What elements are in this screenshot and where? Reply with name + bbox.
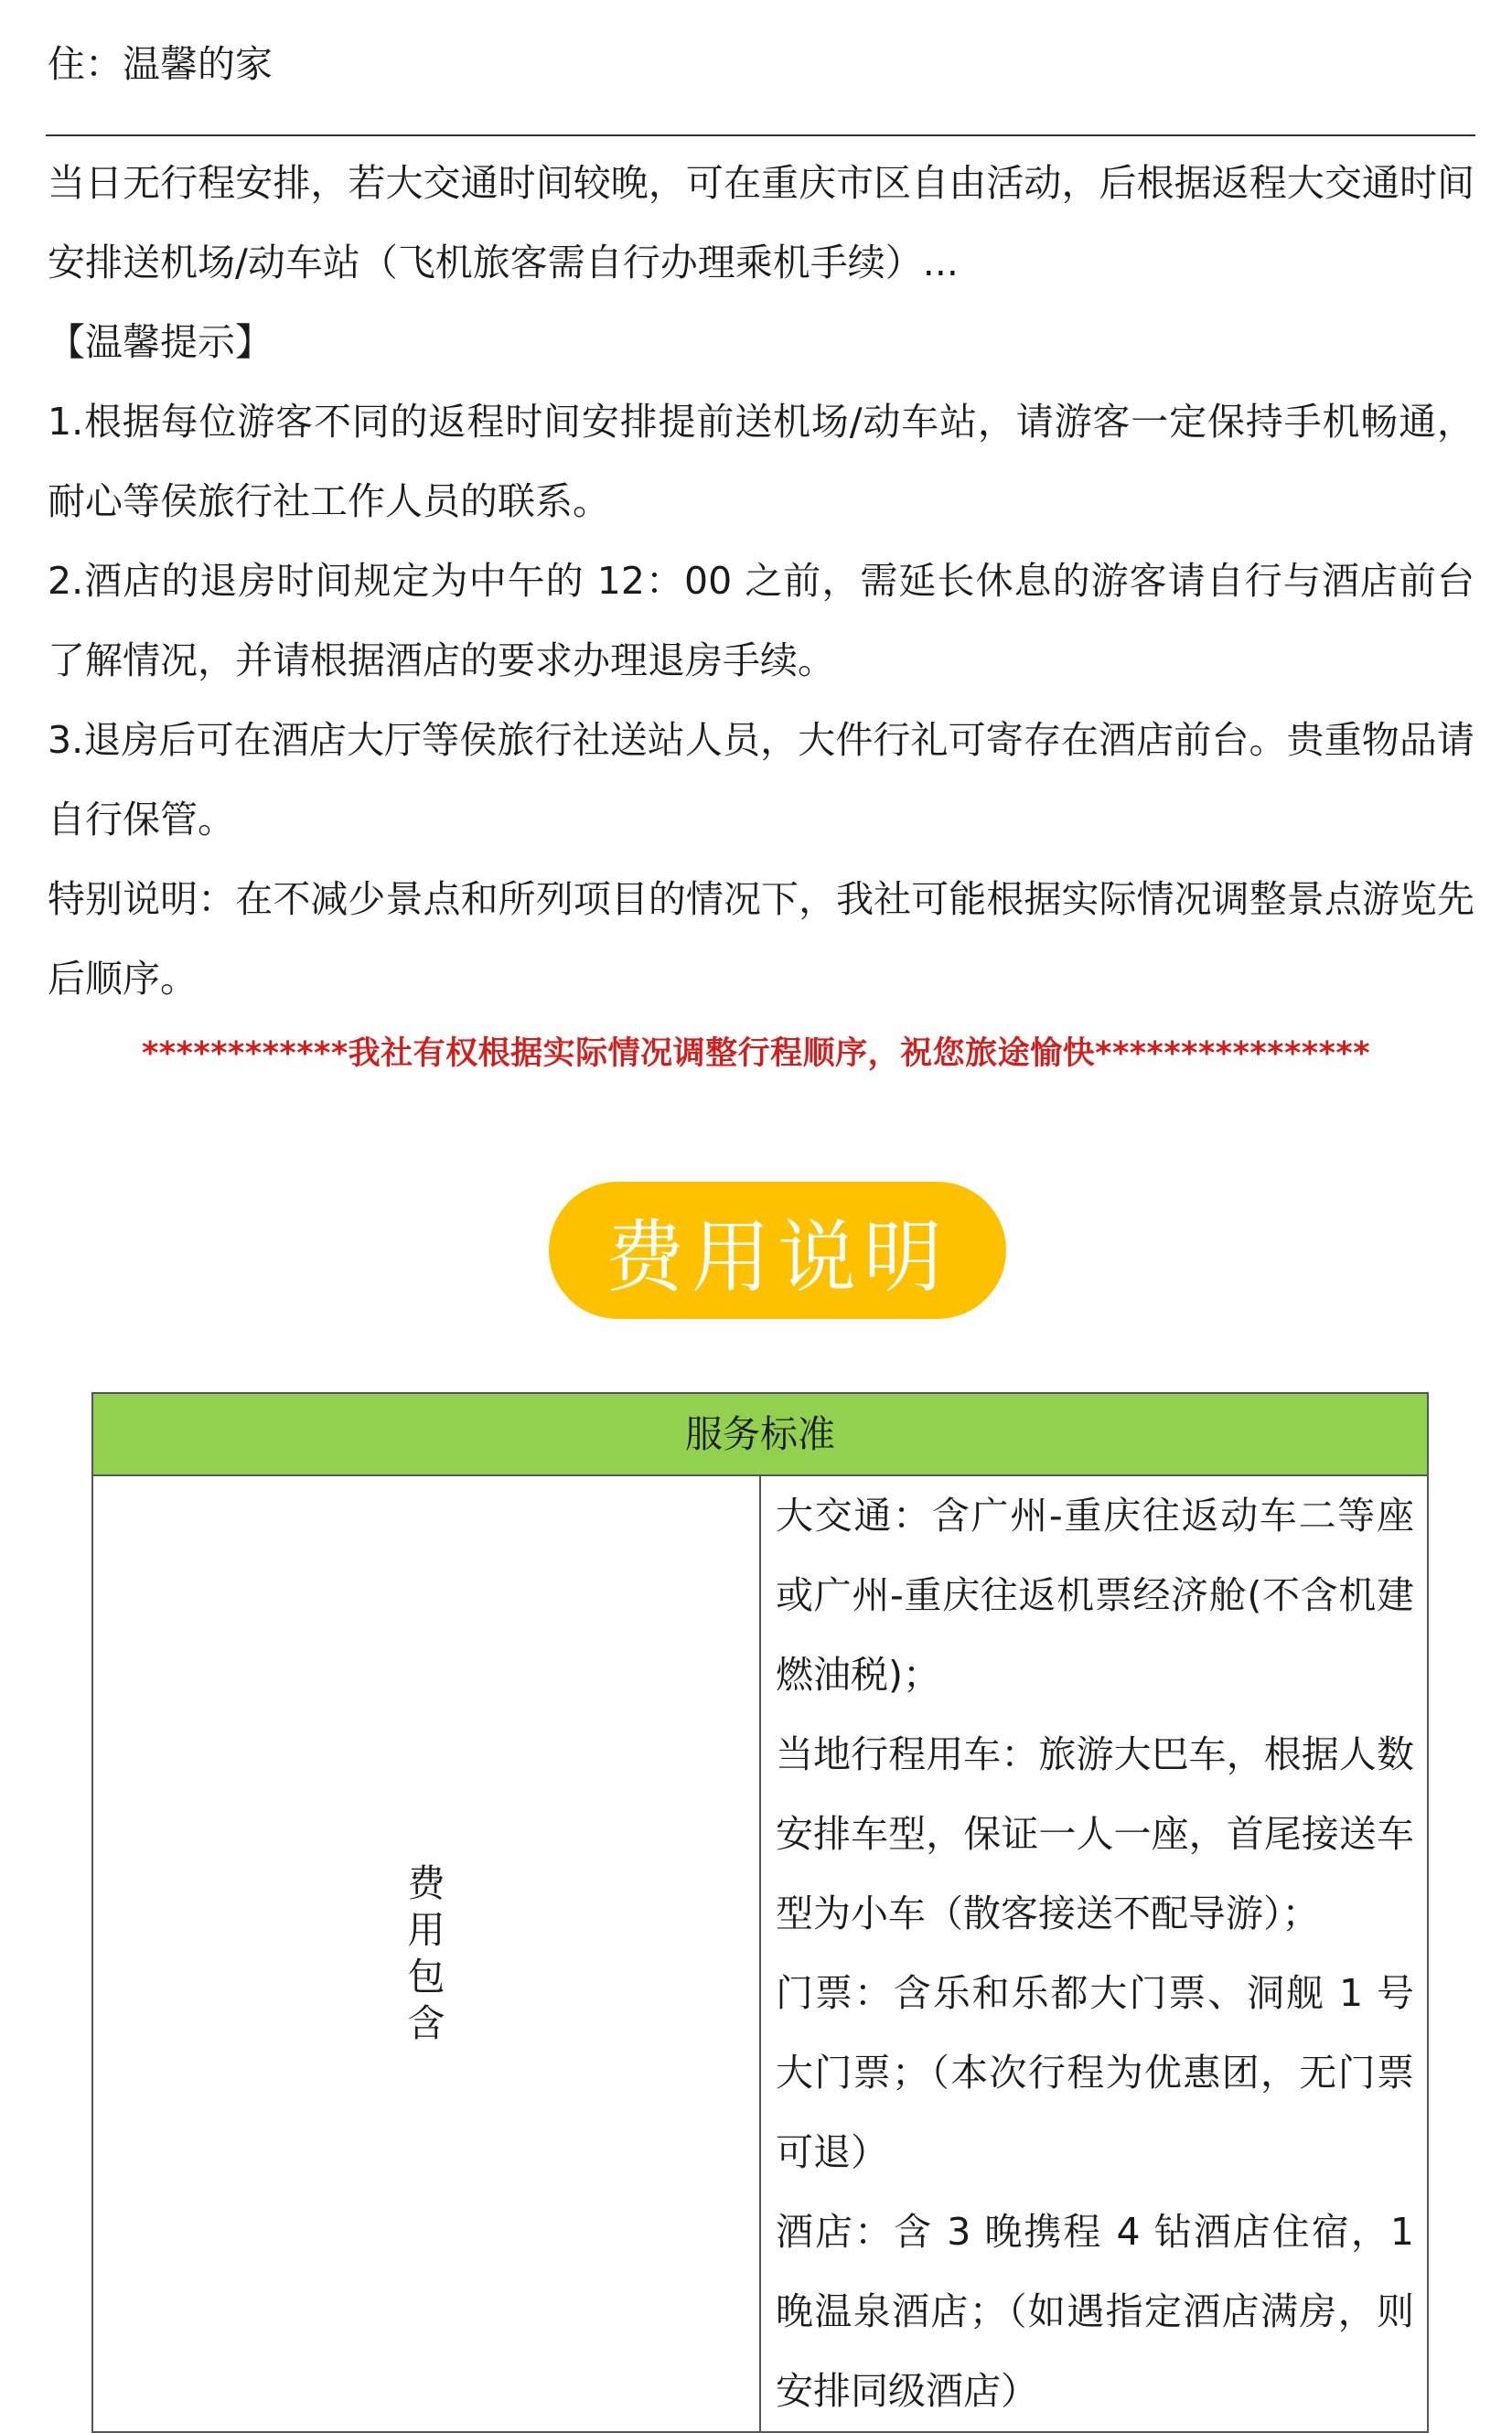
category-cell: [92, 1475, 760, 2432]
category-char: 包: [407, 1955, 445, 1999]
fee-table: [91, 1392, 1429, 2433]
section-title: 费用说明: [606, 1212, 949, 1303]
special-note: 特别说明：在不减少景点和所列项目的情况下，我社可能根据实际情况调整景点游览先后顺序。: [48, 877, 1474, 1001]
fee-item-hotel: 酒店：含 3 晚携程 4 钻酒店住宿，1 晚温泉酒店；（如遇指定酒店满房，则安排同级酒店）: [776, 2210, 1414, 2413]
fee-item-transport: 大交通：含广州-重庆往返动车二等座或广州-重庆往返机票经济舱(不含机建燃油税)；: [776, 1494, 1414, 1697]
section-title-badge: [549, 1182, 1006, 1319]
fee-item-tickets: 门票：含乐和乐都大门票、洞舰 1 号大门票；（本次行程为优惠团，无门票可退）: [776, 1971, 1414, 2174]
paragraph-free-activity: 当日无行程安排，若大交通时间较晚，可在重庆市区自由活动，后根据返程大交通时间安排送机场/动车站（飞机旅客需自行办理乘机手续）...: [48, 161, 1474, 284]
category-char: 含: [407, 2001, 445, 2045]
fee-items: [760, 1475, 1428, 2432]
itinerary-text: [48, 144, 1474, 1019]
fee-item-local-vehicle: 当地行程用车：旅游大巴车，根据人数安排车型，保证一人一座，首尾接送车型为小车（散客接送不配导游）；: [776, 1732, 1414, 1935]
tips-heading: 【温馨提示】: [48, 320, 273, 364]
category-char: 用: [407, 1908, 445, 1952]
tip-3: 3.退房后可在酒店大厅等侯旅行社送站人员，大件行礼可寄存在酒店前台。贵重物品请自行保管。: [48, 718, 1474, 841]
category-char: 费: [407, 1861, 445, 1905]
tip-2: 2.酒店的退房时间规定为中午的 12：00 之前，需延长休息的游客请自行与酒店前台了解情况，并请根据酒店的要求办理退房手续。: [48, 559, 1474, 682]
tip-1: 1.根据每位游客不同的返程时间安排提前送机场/动车站，请游客一定保持手机畅通，耐心等侯旅行社工作人员的联系。: [48, 400, 1474, 523]
table-header: 服务标准: [92, 1393, 1428, 1475]
itinerary-notice: ************我社有权根据实际情况调整行程顺序，祝您旅途愉快****************: [142, 1035, 1370, 1072]
divider: [46, 134, 1475, 136]
stay-line: 住：温馨的家: [48, 42, 273, 86]
